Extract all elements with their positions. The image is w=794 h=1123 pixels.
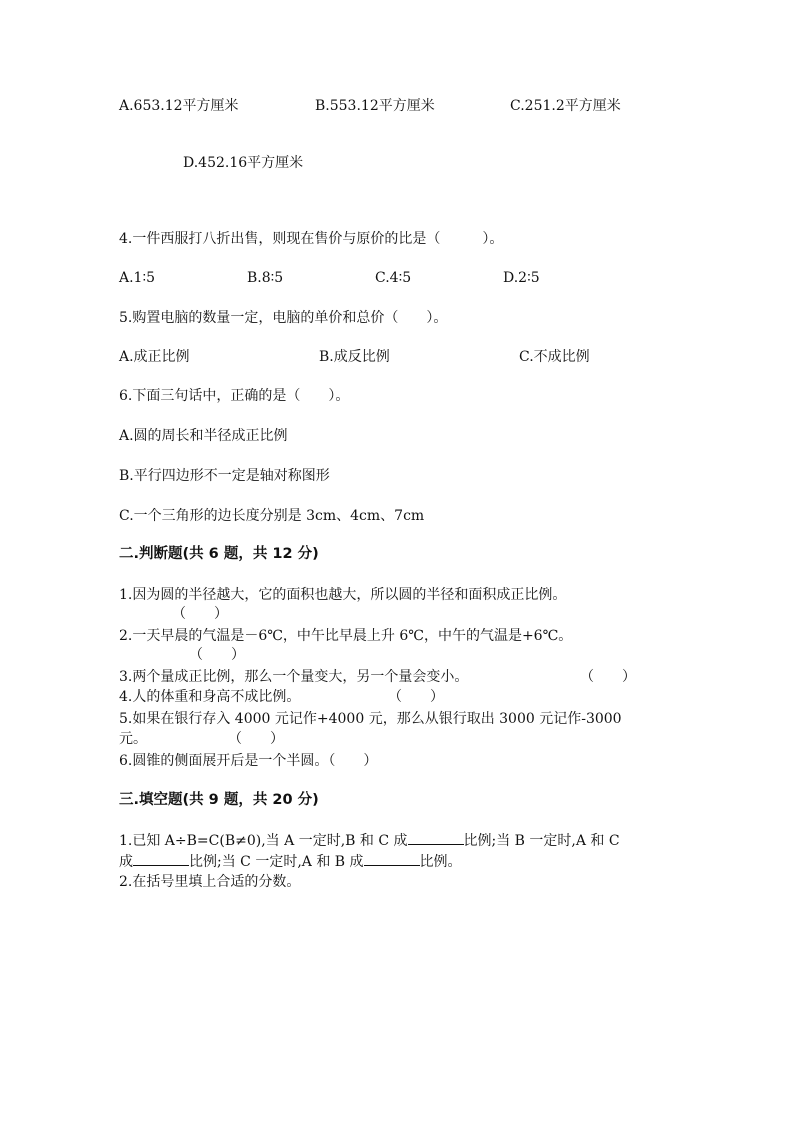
q4-option-a: A.1∶5 bbox=[119, 270, 156, 286]
fill-q1-text-d: 比例;当 C 一定时,A 和 B 成 bbox=[189, 854, 364, 870]
tf-item-6: 6.圆锥的侧面展开后是一个半圆。（ ） bbox=[119, 753, 378, 769]
q6-stem: 6.下面三句话中，正确的是（ ）。 bbox=[119, 388, 350, 404]
tf-item-5: 5.如果在银行存入 4000 元记作+4000 元，那么从银行取出 3000 元记作-3000 bbox=[119, 711, 622, 727]
fill-q1-line2 bbox=[119, 851, 462, 872]
tf-item-1-answer-paren: （ ） bbox=[172, 606, 228, 622]
answer-blank-3[interactable] bbox=[364, 851, 420, 866]
q4-option-b: B.8∶5 bbox=[247, 270, 284, 286]
section3-heading: 三.填空题(共 9 题，共 20 分) bbox=[119, 792, 319, 808]
q5-option-a: A.成正比例 bbox=[119, 349, 190, 365]
tf-item-4: 4.人的体重和身高不成比例。 bbox=[119, 689, 301, 705]
fill-q2: 2.在括号里填上合适的分数。 bbox=[119, 874, 301, 890]
q6-option-a: A.圆的周长和半径成正比例 bbox=[119, 428, 288, 444]
fill-q1-text-a: 1.已知 A÷B=C(B≠0),当 A 一定时,B 和 C 成 bbox=[119, 833, 408, 849]
fill-q1-text-b: 比例;当 B 一定时,A 和 C bbox=[463, 833, 620, 849]
tf-item-1: 1.因为圆的半径越大，它的面积也越大，所以圆的半径和面积成正比例。 bbox=[119, 587, 567, 603]
tf-item-5-answer-paren: （ ） bbox=[228, 731, 284, 747]
q3-option-d: D.452.16平方厘米 bbox=[183, 155, 304, 171]
q6-option-c: C.一个三角形的边长度分别是 3cm、4cm、7cm bbox=[119, 508, 425, 524]
answer-blank-2[interactable] bbox=[133, 851, 189, 866]
section2-heading: 二.判断题(共 6 题，共 12 分) bbox=[119, 546, 319, 562]
tf-item-3: 3.两个量成正比例，那么一个量变大，另一个量会变小。 bbox=[119, 669, 469, 685]
fill-q1-text-e: 比例。 bbox=[419, 854, 462, 870]
answer-blank-1[interactable] bbox=[408, 830, 464, 845]
q5-option-b: B.成反比例 bbox=[319, 349, 390, 365]
tf-item-2: 2.一天早晨的气温是－6℃，中午比早晨上升 6℃，中午的气温是+6℃。 bbox=[119, 628, 573, 644]
tf-item-2-answer-paren: （ ） bbox=[189, 647, 245, 663]
q6-option-b: B.平行四边形不一定是轴对称图形 bbox=[119, 468, 330, 484]
q5-option-c: C.不成比例 bbox=[519, 349, 590, 365]
tf-item-3-answer-paren: （ ） bbox=[580, 669, 636, 685]
fill-q1-text-c: 成 bbox=[119, 854, 133, 870]
q4-stem: 4.一件西服打八折出售，则现在售价与原价的比是（ ）。 bbox=[119, 231, 504, 247]
q3-option-b: B.553.12平方厘米 bbox=[315, 98, 435, 114]
tf-item-5-cont: 元。 bbox=[119, 731, 147, 747]
q5-stem: 5.购置电脑的数量一定，电脑的单价和总价（ ）。 bbox=[119, 310, 448, 326]
tf-item-4-answer-paren: （ ） bbox=[388, 689, 444, 705]
q4-option-d: D.2∶5 bbox=[503, 270, 540, 286]
q4-option-c: C.4∶5 bbox=[375, 270, 412, 286]
q3-option-a: A.653.12平方厘米 bbox=[119, 98, 239, 114]
fill-q1-line1 bbox=[119, 830, 620, 851]
q3-option-c: C.251.2平方厘米 bbox=[510, 98, 621, 114]
